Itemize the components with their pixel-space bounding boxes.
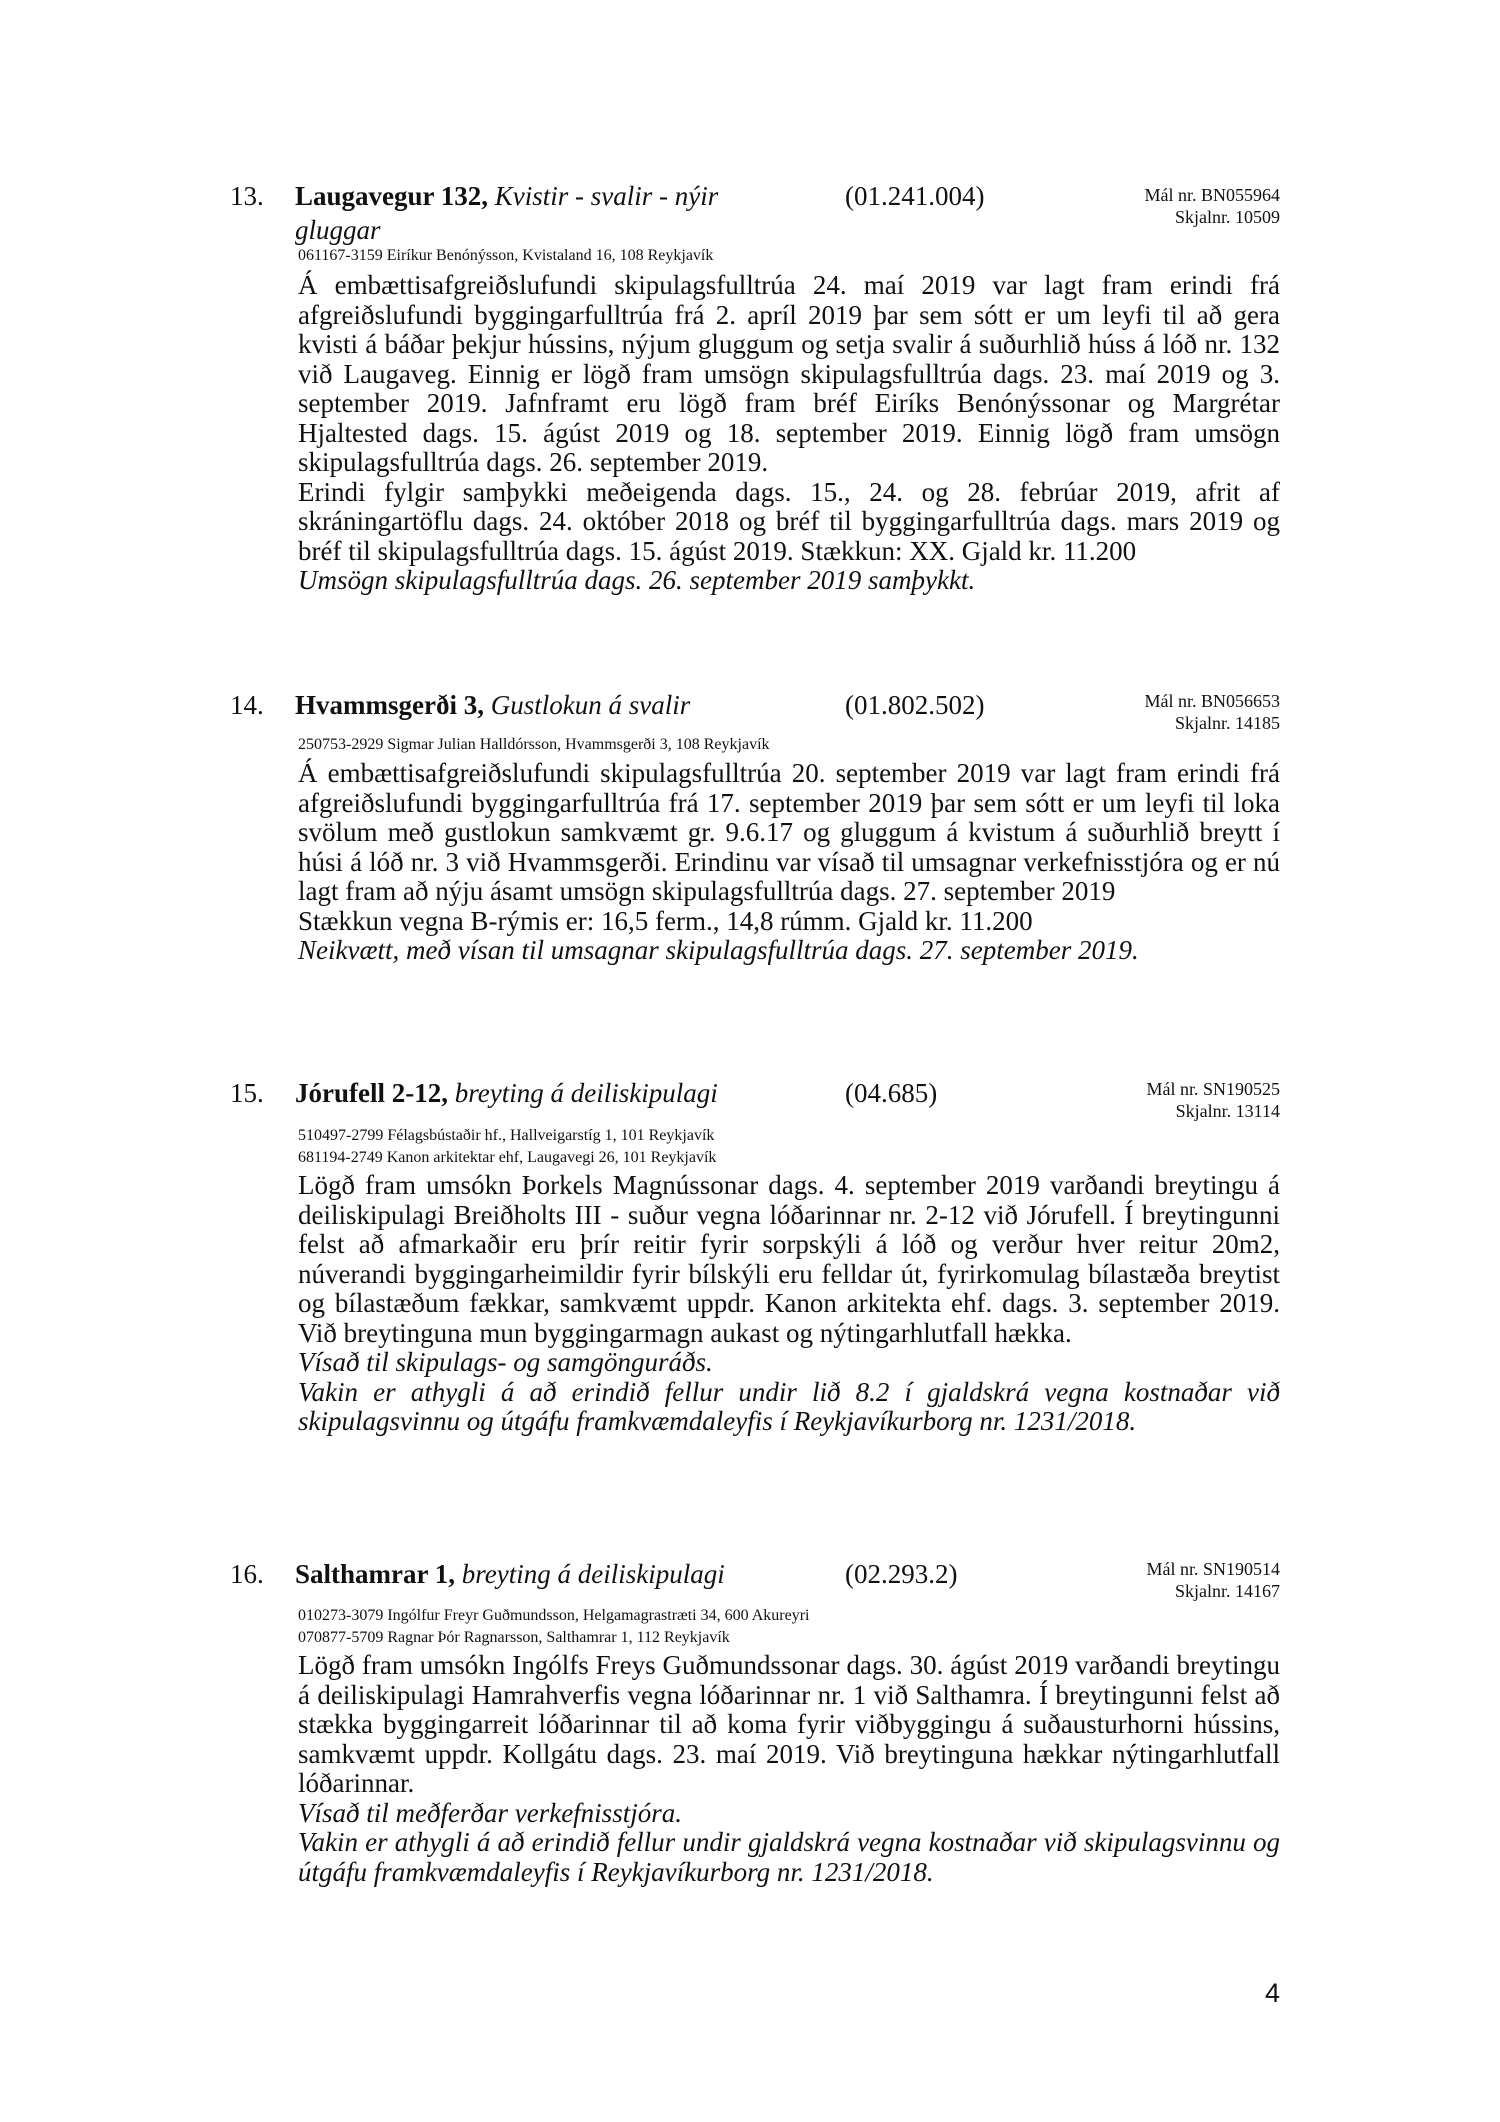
body-paragraph: Erindi fylgir samþykki meðeigenda dags. 15., 24. og 28. febrúar 2019, afrit af skráningartöflu dags. 24. október 2018 og bréf til byggingarfulltrúa dags. mars 2019 og bréf til skipulagsfulltrúa dags. 15. ágúst 2019. Stækkun: XX. Gjald kr. 11.200 — [298, 476, 1280, 566]
item-number: 16. — [230, 1559, 264, 1589]
item-title — [295, 1558, 725, 1590]
item-body — [298, 1171, 1280, 1437]
case-number: Mál nr. SN190514 — [1146, 1559, 1280, 1579]
document-number: Skjalnr. 13114 — [1175, 1101, 1280, 1121]
case-references — [1144, 184, 1280, 228]
page-number: 4 — [1264, 1978, 1280, 2008]
document-number: Skjalnr. 10509 — [1174, 207, 1280, 227]
item-title — [295, 689, 690, 721]
case-number: Mál nr. BN055964 — [1144, 185, 1280, 205]
case-number: Mál nr. BN056653 — [1144, 691, 1280, 711]
fee-notice: Vakin er athygli á að erindið fellur undir lið 8.2 í gjaldskrá vegna kostnaðar við skipulagsvinnu og útgáfu framkvæmdaleyfis í Reykjavíkurborg nr. 1231/2018. — [298, 1376, 1280, 1436]
fee-notice: Vakin er athygli á að erindið fellur undir gjaldskrá vegna kostnaðar við skipulagsvinnu og útgáfu framkvæmdaleyfis í Reykjavíkurborg nr. 1231/2018. — [298, 1827, 1280, 1887]
item-title — [295, 1077, 718, 1109]
item-address: Salthamrar 1, — [295, 1559, 455, 1589]
decision-text: Umsögn skipulagsfulltrúa dags. 26. september 2019 samþykkt. — [298, 565, 976, 595]
case-number: Mál nr. SN190525 — [1146, 1079, 1280, 1099]
item-number: 15. — [230, 1078, 264, 1108]
case-references — [1146, 1078, 1280, 1122]
decision-text: Neikvætt, með vísan til umsagnar skipulagsfulltrúa dags. 27. september 2019. — [298, 935, 1139, 965]
applicant-line: 681194-2749 Kanon arkitektar ehf, Laugavegi 26, 101 Reykjavík — [298, 1149, 717, 1166]
body-paragraph: Lögð fram umsókn Ingólfs Freys Guðmundssonar dags. 30. ágúst 2019 varðandi breytingu á deiliskipulagi Hamrahverfis vegna lóðarinnar nr. 1 við Salthamra. Í breytingunni felst að stækka byggingarreit lóðarinnar til að koma fyrir viðbyggingu á suðausturhorni hússins, samkvæmt uppdr. Kollgátu dags. 23. maí 2019. Við breytinguna hækkar nýtingarhlutfall lóðarinnar. — [298, 1650, 1280, 1798]
item-title — [295, 180, 718, 212]
applicant-line: 010273-3079 Ingólfur Freyr Guðmundsson, Helgamagrastræti 34, 600 Akureyri — [298, 1607, 810, 1624]
item-body — [298, 759, 1280, 966]
document-number: Skjalnr. 14167 — [1174, 1581, 1280, 1601]
item-address: Hvammsgerði 3, — [295, 690, 484, 720]
item-subject: Kvistir - svalir - nýir — [494, 181, 719, 211]
land-registry-code: (02.293.2) — [845, 1559, 958, 1589]
item-number: 13. — [230, 181, 264, 211]
body-paragraph: Stækkun vegna B-rýmis er: 16,5 ferm., 14,8 rúmm. Gjald kr. 11.200 — [298, 905, 1033, 936]
item-subject: breyting á deiliskipulagi — [461, 1559, 725, 1589]
land-registry-code: (04.685) — [845, 1078, 938, 1108]
item-subject: breyting á deiliskipulagi — [454, 1078, 718, 1108]
case-references — [1144, 690, 1280, 734]
applicant-line: 061167-3159 Eiríkur Benónýsson, Kvistaland 16, 108 Reykjavík — [298, 247, 714, 264]
applicant-line: 510497-2799 Félagsbústaðir hf., Hallveigarstíg 1, 101 Reykjavík — [298, 1127, 715, 1144]
item-body — [298, 271, 1280, 596]
decision-text: Vísað til skipulags- og samgönguráðs. — [298, 1347, 713, 1377]
item-address: Laugavegur 132, — [295, 181, 489, 211]
body-paragraph: Á embættisafgreiðslufundi skipulagsfulltrúa 20. september 2019 var lagt fram erindi frá afgreiðslufundi byggingarfulltrúa frá 17. september 2019 þar sem sótt er um leyfi til loka svölum með gustlokun samkvæmt gr. 9.6.17 og gluggum á kvistum á suðurhlið breytt í húsi á lóð nr. 3 við Hvammsgerði. Erindinu var vísað til umsagnar verkefnisstjóra og er nú lagt fram að nýju ásamt umsögn skipulagsfulltrúa dags. 27. september 2019 — [298, 758, 1280, 906]
item-subject-continued: gluggar — [295, 215, 381, 245]
case-references — [1146, 1558, 1280, 1602]
decision-text: Vísað til meðferðar verkefnisstjóra. — [298, 1797, 682, 1828]
body-paragraph: Lögð fram umsókn Þorkels Magnússonar dags. 4. september 2019 varðandi breytingu á deiliskipulagi Breiðholts III - suður vegna lóðarinnar nr. 2-12 við Jórufell. Í breytingunni felst að afmarkaðir eru þrír reitir fyrir sorpskýli á lóð og verður hver reitur 20m2, núverandi byggingarheimildir fyrir bílskýli eru felldar út, fyrirkomulag bílastæða breytist og bílastæðum fækkar, samkvæmt uppdr. Kanon arkitekta ehf. dags. 3. september 2019. Við breytinguna mun byggingarmagn aukast og nýtingarhlutfall hækka. — [298, 1170, 1280, 1348]
item-number: 14. — [230, 690, 264, 720]
item-subject: Gustlokun á svalir — [490, 690, 691, 720]
item-body — [298, 1651, 1280, 1887]
body-paragraph: Á embættisafgreiðslufundi skipulagsfulltrúa 24. maí 2019 var lagt fram erindi frá afgreiðslufundi byggingarfulltrúa frá 2. apríl 2019 þar sem sótt er um leyfi til að gera kvisti á báðar þekjur hússins, nýjum gluggum og setja svalir á suðurhlið húss á lóð nr. 132 við Laugaveg. Einnig er lögð fram umsögn skipulagsfulltrúa dags. 23. maí 2019 og 3. september 2019. Jafnframt eru lögð fram bréf Eiríks Benónýssonar og Margrétar Hjaltested dags. 15. ágúst 2019 og 18. september 2019. Einnig lögð fram umsögn skipulagsfulltrúa dags. 26. september 2019. — [298, 270, 1280, 477]
applicant-line: 070877-5709 Ragnar Þór Ragnarsson, Salthamrar 1, 112 Reykjavík — [298, 1629, 730, 1646]
land-registry-code: (01.241.004) — [845, 181, 985, 211]
item-address: Jórufell 2-12, — [295, 1078, 448, 1108]
applicant-line: 250753-2929 Sigmar Julian Halldórsson, Hvammsgerði 3, 108 Reykjavík — [298, 736, 770, 753]
land-registry-code: (01.802.502) — [845, 690, 985, 720]
document-number: Skjalnr. 14185 — [1174, 713, 1280, 733]
